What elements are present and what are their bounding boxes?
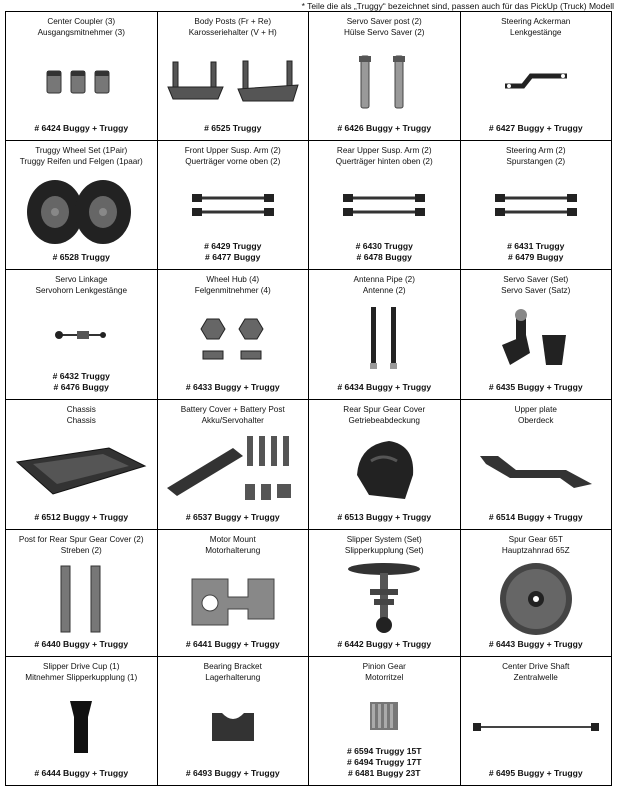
part-subtitle: Antenne (2) (362, 286, 406, 295)
part-cell (309, 141, 461, 270)
part-number: # 6512 Buggy + Truggy (34, 512, 129, 522)
turnbuckle-icon (309, 171, 460, 239)
part-cell (6, 657, 158, 786)
part-number: # 6494 Truggy 17T (346, 757, 422, 767)
hex-hub-icon (158, 300, 309, 380)
part-subtitle: Lenkgestänge (510, 28, 562, 37)
battery-cover-icon (158, 430, 309, 510)
part-title: Steering Ackerman (501, 17, 571, 26)
part-numbers (461, 382, 612, 393)
drive-cup-icon (6, 687, 157, 766)
part-subtitle: Zentralwelle (513, 673, 558, 682)
part-number: # 6476 Buggy (53, 382, 109, 392)
part-title: Battery Cover + Battery Post (180, 405, 285, 414)
part-title: Bearing Bracket (203, 662, 262, 671)
body-post-icon (158, 42, 309, 121)
part-subtitle: Motorritzel (365, 673, 404, 682)
part-subtitle: Servo Saver (Satz) (501, 286, 571, 295)
turnbuckle-icon (158, 171, 309, 239)
part-subtitle: Karosseriehalter (V + H) (188, 28, 277, 37)
part-subtitle: Streben (2) (60, 546, 102, 555)
bearing-bracket-icon (158, 687, 309, 766)
part-numbers (461, 768, 612, 779)
part-title: Servo Saver post (2) (346, 17, 422, 26)
part-number: # 6430 Truggy (355, 241, 413, 251)
part-number: # 6432 Truggy (52, 371, 110, 381)
part-cell (309, 12, 461, 141)
part-numbers (309, 241, 460, 263)
part-number: # 6429 Truggy (204, 241, 262, 251)
part-title: Post for Rear Spur Gear Cover (2) (18, 535, 144, 544)
part-numbers (461, 639, 612, 650)
part-numbers (6, 512, 157, 523)
part-cell (309, 270, 461, 400)
part-title: Front Upper Susp. Arm (2) (184, 146, 281, 155)
part-subtitle: Servohorn Lenkgestänge (35, 286, 127, 295)
part-numbers (6, 252, 157, 263)
part-number: # 6537 Buggy + Truggy (185, 512, 280, 522)
part-subtitle: Hauptzahnrad 65Z (501, 546, 570, 555)
part-numbers (461, 241, 612, 263)
coupler-icon (6, 42, 157, 121)
part-number: # 6477 Buggy (205, 252, 261, 262)
part-title: Upper plate (514, 405, 557, 414)
part-number: # 6481 Buggy 23T (347, 768, 421, 778)
part-title: Slipper Drive Cup (1) (43, 662, 120, 671)
part-title: Rear Upper Susp. Arm (2) (336, 146, 432, 155)
part-cell (6, 12, 158, 141)
part-number: # 6434 Buggy + Truggy (337, 382, 432, 392)
part-cell (158, 530, 310, 657)
linkage-icon (6, 300, 157, 369)
part-title: Servo Saver (Set) (503, 275, 569, 284)
part-cell (158, 141, 310, 270)
part-cell (309, 657, 461, 786)
part-numbers (309, 382, 460, 393)
part-cell (309, 530, 461, 657)
slipper-icon (309, 560, 460, 637)
part-title: Spur Gear 65T (508, 535, 563, 544)
part-numbers (158, 241, 309, 263)
part-subtitle: Truggy Reifen und Felgen (1paar) (19, 157, 143, 166)
part-numbers (6, 768, 157, 779)
part-subtitle: Getriebeabdeckung (348, 416, 420, 425)
part-subtitle: Akku/Servohalter (201, 416, 264, 425)
drive-shaft-icon (461, 687, 612, 766)
part-title: Wheel Hub (4) (206, 275, 260, 284)
part-numbers (158, 639, 309, 650)
part-number: # 6426 Buggy + Truggy (337, 123, 432, 133)
antenna-icon (309, 300, 460, 380)
part-numbers (6, 371, 157, 393)
part-subtitle: Ausgangsmitnehmer (3) (37, 28, 125, 37)
part-cell (6, 141, 158, 270)
part-number: # 6594 Truggy 15T (346, 746, 422, 756)
part-cell (158, 12, 310, 141)
part-cell (6, 270, 158, 400)
part-subtitle: Querträger vorne oben (2) (185, 157, 281, 166)
part-title: Chassis (66, 405, 96, 414)
part-numbers (309, 123, 460, 134)
part-number: # 6444 Buggy + Truggy (34, 768, 129, 778)
upper-plate-icon (461, 430, 612, 510)
spur-gear-icon (461, 560, 612, 637)
part-numbers (309, 639, 460, 650)
part-cell (461, 657, 613, 786)
parts-grid (5, 11, 612, 786)
part-cell (461, 530, 613, 657)
part-numbers (309, 512, 460, 523)
part-cell (6, 530, 158, 657)
part-number: # 6424 Buggy + Truggy (34, 123, 129, 133)
part-number: # 6435 Buggy + Truggy (488, 382, 583, 392)
part-title: Steering Arm (2) (505, 146, 566, 155)
part-number: # 6479 Buggy (508, 252, 564, 262)
part-subtitle: Felgenmitnehmer (4) (194, 286, 271, 295)
gear-cover-icon (309, 430, 460, 510)
part-subtitle: Slipperkupplung (Set) (344, 546, 424, 555)
part-cell (461, 12, 613, 141)
part-number: # 6528 Truggy (52, 252, 110, 262)
part-title: Body Posts (Fr + Re) (194, 17, 272, 26)
part-number: # 6493 Buggy + Truggy (185, 768, 280, 778)
part-number: # 6427 Buggy + Truggy (488, 123, 583, 133)
turnbuckle-icon (461, 171, 612, 239)
part-cell (158, 657, 310, 786)
part-numbers (158, 123, 309, 134)
part-numbers (461, 123, 612, 134)
part-subtitle: Chassis (66, 416, 96, 425)
part-number: # 6443 Buggy + Truggy (488, 639, 583, 649)
part-number: # 6495 Buggy + Truggy (488, 768, 583, 778)
part-cell (158, 400, 310, 530)
part-subtitle: Lagerhalterung (205, 673, 261, 682)
part-cell (461, 270, 613, 400)
part-cell (6, 400, 158, 530)
part-cell (461, 400, 613, 530)
part-cell (158, 270, 310, 400)
part-numbers (158, 768, 309, 779)
chassis-icon (6, 430, 157, 510)
wheel-icon (6, 171, 157, 250)
part-title: Slipper System (Set) (346, 535, 422, 544)
part-number: # 6513 Buggy + Truggy (337, 512, 432, 522)
part-subtitle: Motorhalterung (205, 546, 261, 555)
part-number: # 6514 Buggy + Truggy (488, 512, 583, 522)
part-title: Truggy Wheel Set (1Pair) (35, 146, 128, 155)
part-subtitle: Mitnehmer Slipperkupplung (1) (25, 673, 138, 682)
part-title: Motor Mount (209, 535, 256, 544)
motor-mount-icon (158, 560, 309, 637)
part-number: # 6525 Truggy (204, 123, 262, 133)
part-title: Antenna Pipe (2) (353, 275, 415, 284)
post-icon (309, 42, 460, 121)
part-numbers (6, 639, 157, 650)
part-numbers (158, 382, 309, 393)
part-subtitle: Spurstangen (2) (506, 157, 566, 166)
part-number: # 6440 Buggy + Truggy (34, 639, 129, 649)
part-subtitle: Querträger hinten oben (2) (335, 157, 433, 166)
part-number: # 6441 Buggy + Truggy (185, 639, 280, 649)
part-title: Servo Linkage (55, 275, 108, 284)
part-numbers (309, 746, 460, 779)
part-title: Pinion Gear (362, 662, 406, 671)
servo-saver-icon (461, 300, 612, 380)
part-cell (461, 141, 613, 270)
part-title: Center Coupler (3) (47, 17, 116, 26)
part-number: # 6431 Truggy (507, 241, 565, 251)
part-numbers (461, 512, 612, 523)
pinion-icon (309, 687, 460, 744)
part-subtitle: Oberdeck (518, 416, 554, 425)
strut-icon (6, 560, 157, 637)
ackerman-icon (461, 42, 612, 121)
part-number: # 6478 Buggy (356, 252, 412, 262)
part-title: Rear Spur Gear Cover (343, 405, 426, 414)
part-title: Center Drive Shaft (502, 662, 570, 671)
compatibility-note: * Teile die als „Truggy“ bezeichnet sind, passen auch für das PickUp (Truck) Modell (301, 1, 614, 11)
part-number: # 6442 Buggy + Truggy (337, 639, 432, 649)
part-cell (309, 400, 461, 530)
part-number: # 6433 Buggy + Truggy (185, 382, 280, 392)
part-numbers (6, 123, 157, 134)
part-numbers (158, 512, 309, 523)
part-subtitle: Hülse Servo Saver (2) (343, 28, 425, 37)
